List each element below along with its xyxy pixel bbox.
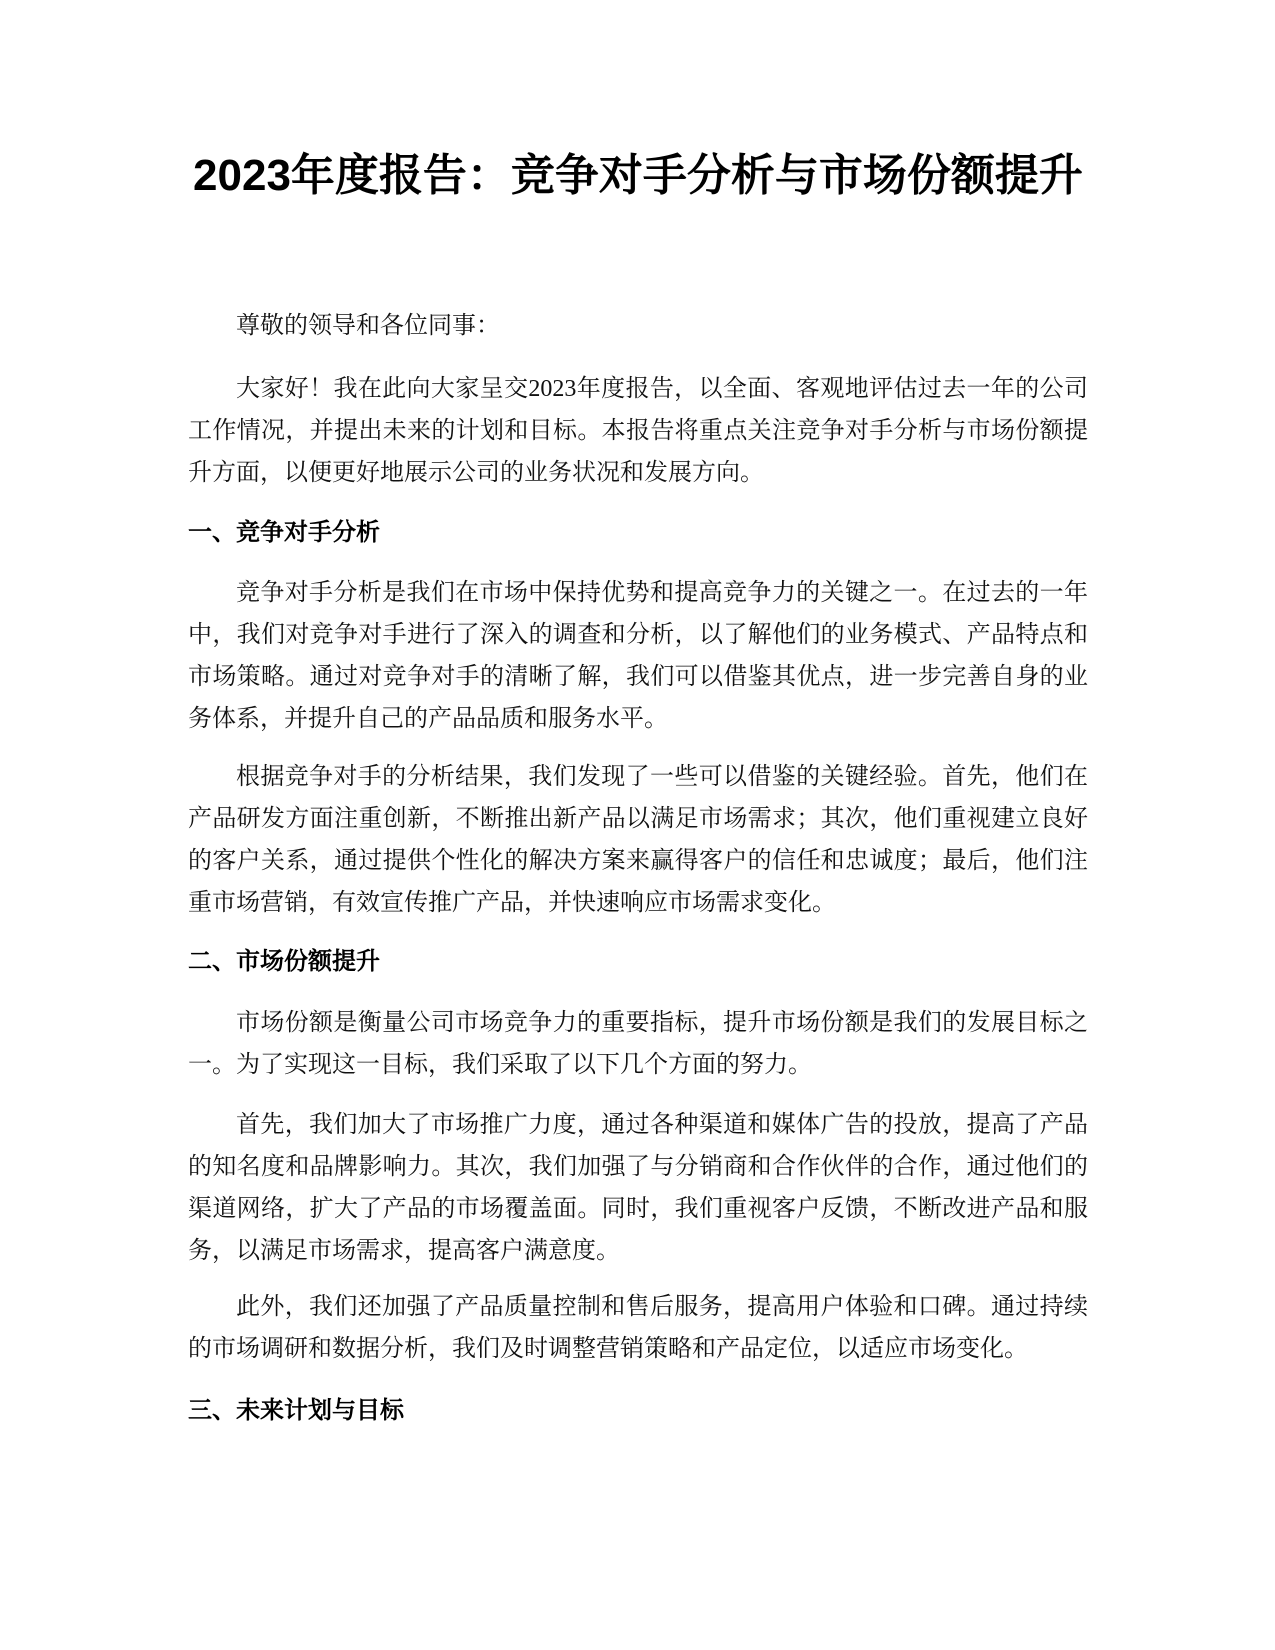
- salutation: 尊敬的领导和各位同事：: [236, 313, 500, 339]
- section-heading-future-plans: 三、未来计划与目标: [188, 1397, 404, 1424]
- section-heading-market-share: 二、市场份额提升: [188, 948, 380, 975]
- section-1-paragraph-2: 根据竞争对手的分析结果，我们发现了一些可以借鉴的关键经验。首先，他们在产品研发方面注重创新，不断推出新产品以满足市场需求；其次，他们重视建立良好的客户关系，通过提供个性化的解决方案来赢得客户的信任和忠诚度；最后，他们注重市场营销，有效宣传推广产品，并快速响应市场需求变化。: [188, 764, 1088, 916]
- section-2-paragraph-2: 首先，我们加大了市场推广力度，通过各种渠道和媒体广告的投放，提高了产品的知名度和品牌影响力。其次，我们加强了与分销商和合作伙伴的合作，通过他们的渠道网络，扩大了产品的市场覆盖面。同时，我们重视客户反馈，不断改进产品和服务，以满足市场需求，提高客户满意度。: [188, 1112, 1088, 1264]
- intro-paragraph: 大家好！我在此向大家呈交2023年度报告，以全面、客观地评估过去一年的公司工作情况，并提出未来的计划和目标。本报告将重点关注竞争对手分析与市场份额提升方面，以便更好地展示公司的业务状况和发展方向。: [188, 376, 1088, 486]
- section-1-paragraph-1: 竞争对手分析是我们在市场中保持优势和提高竞争力的关键之一。在过去的一年中，我们对竞争对手进行了深入的调查和分析，以了解他们的业务模式、产品特点和市场策略。通过对竞争对手的清晰了解，我们可以借鉴其优点，进一步完善自身的业务体系，并提升自己的产品品质和服务水平。: [188, 580, 1088, 732]
- section-2-paragraph-1: 市场份额是衡量公司市场竞争力的重要指标，提升市场份额是我们的发展目标之一。为了实现这一目标，我们采取了以下几个方面的努力。: [188, 1010, 1088, 1078]
- section-2-paragraph-3: 此外，我们还加强了产品质量控制和售后服务，提高用户体验和口碑。通过持续的市场调研和数据分析，我们及时调整营销策略和产品定位，以适应市场变化。: [188, 1294, 1088, 1362]
- section-heading-competitor-analysis: 一、竞争对手分析: [188, 519, 380, 546]
- document-title: 2023年度报告：竞争对手分析与市场份额提升: [193, 151, 1083, 200]
